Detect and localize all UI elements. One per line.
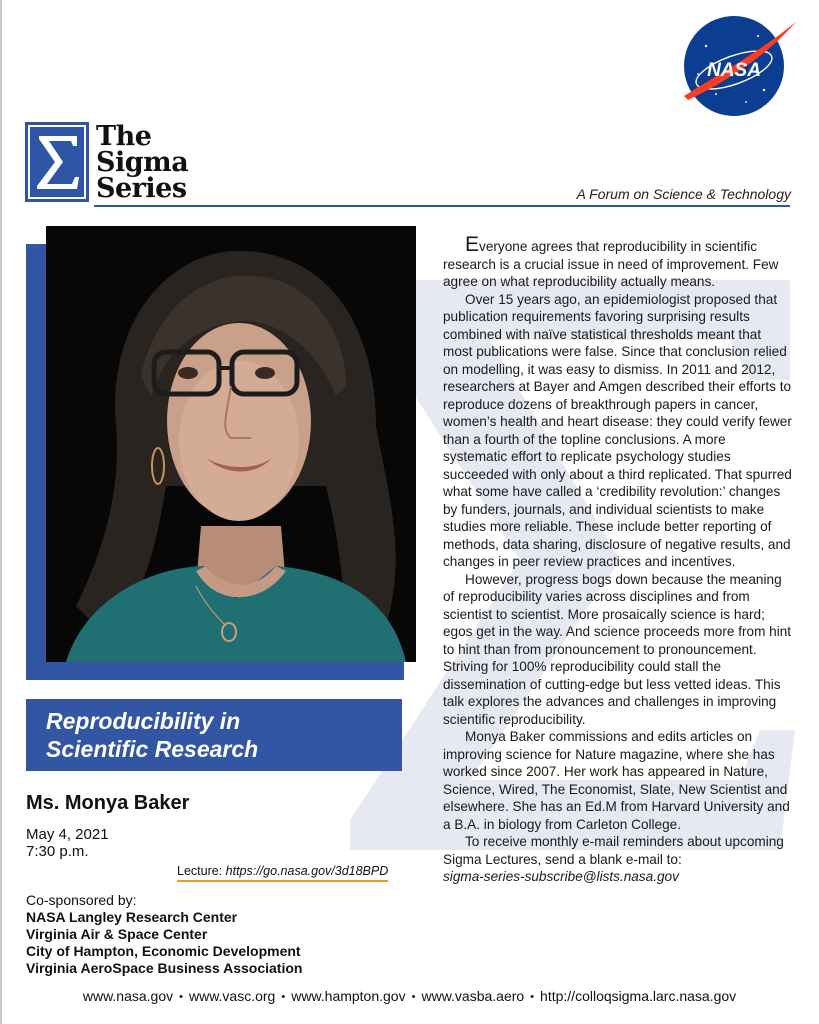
event-time: 7:30 p.m. <box>26 843 89 860</box>
cosponsor-org: Virginia Air & Space Center <box>26 926 208 942</box>
footer-link-nasa[interactable]: www.nasa.gov <box>82 988 174 1004</box>
footer-link-hampton[interactable]: www.hampton.gov <box>291 988 406 1004</box>
footer-separator: • <box>281 991 286 1003</box>
drop-cap: E <box>465 233 480 256</box>
cosponsor-label: Co-sponsored by: <box>26 892 137 908</box>
subscribe-paragraph <box>443 833 793 886</box>
abstract-body <box>443 233 793 886</box>
cosponsor-org: NASA Langley Research Center <box>26 909 238 925</box>
speaker-photo <box>46 226 416 662</box>
tagline: A Forum on Science & Technology <box>576 186 791 202</box>
lecture-title-line: Scientific Research <box>46 736 259 762</box>
footer-separator: • <box>411 991 416 1003</box>
event-date: May 4, 2021 <box>26 826 109 843</box>
sigma-title-line: The <box>96 121 152 152</box>
photo-accent-bottom <box>26 660 404 680</box>
abstract-paragraph: Over 15 years ago, an epidemiologist proposed that publication requirements favoring surprising results combined with naïve statistical thresholds meant that most publications were false. Since that conclusion relied on modelling, it was easy to dismiss. In 2011 and 2012, researchers at Bayer and Amgen described their efforts to reproduce dozens of breakthrough papers in cancer, women’s health and heart disease: they could verify fewer than a fourth of the topline conclusions. A more systematic effort to replicate psychology studies succeeded with only about a third replicated. That spurred what some have called a ‘credibility revolution:’ changes by funders, journals, and individual scientists to make studies more reliable. These include better reporting of methods, data sharing, disclosure of negative results, and changes in peer review practices and incentives. <box>443 291 792 569</box>
sigma-title-line: Series <box>96 173 187 204</box>
lecture-url-link[interactable]: https://go.nasa.gov/3d18BPD <box>225 864 389 878</box>
abstract-paragraph: However, progress bogs down because the meaning of reproducibility varies across disciplines and from scientist to scientist. More prosaically science is hard; egos get in the way. And science proceeds more from hint to hint than from pronouncement to pronouncement. Striving for 100% reproducibility could stall the dissemination of cutting-edge but less vetted ideas. This talk explores the advances and challenges in improving scientific reproducibility. <box>443 571 792 727</box>
speaker-name: Ms. Monya Baker <box>26 792 190 814</box>
speaker-portrait-image <box>46 226 416 662</box>
lecture-label: Lecture: <box>177 864 226 878</box>
event-datetime <box>26 826 109 860</box>
paragraph-text: veryone agrees that reproducibility in scientific research is a crucial issue in need of improvement. Few agree on what reproducibility actually means. <box>443 239 779 289</box>
speaker-bio-paragraph: Monya Baker commissions and edits articles on improving science for Nature magazine, where she has worked since 2007. Her work has appeared in Nature, Science, Wired, The Economist, Slate, New Scientist and elsewhere. She has an Ed.M from Harvard University and a B.A. in biology from Carleton College. <box>443 729 790 832</box>
page-edge <box>0 0 2 1024</box>
footer-link-vasba[interactable]: www.vasba.aero <box>421 988 525 1004</box>
lecture-title <box>46 707 396 763</box>
nasa-logo-text: NASA <box>707 60 761 81</box>
footer-link-colloqsigma[interactable]: http://colloqsigma.larc.nasa.gov <box>540 988 737 1004</box>
cosponsor-org: Virginia AeroSpace Business Association <box>26 960 303 976</box>
footer-separator: • <box>530 991 535 1003</box>
abstract-paragraph <box>443 233 793 291</box>
footer-link-vasc[interactable]: www.vasc.org <box>188 988 276 1004</box>
sigma-symbol-box <box>25 122 89 202</box>
sigma-title-line: Sigma <box>96 147 189 178</box>
header-divider <box>94 205 790 207</box>
sigma-series-title <box>96 121 189 204</box>
lecture-title-line: Reproducibility in <box>46 708 241 734</box>
footer-separator: • <box>179 991 183 1003</box>
cosponsor-block <box>26 892 302 977</box>
footer-links <box>0 988 819 1004</box>
lecture-link-line <box>177 864 388 882</box>
subscribe-email-link[interactable]: sigma-series-subscribe@lists.nasa.gov <box>443 869 679 884</box>
photo-accent-left <box>26 244 48 680</box>
nasa-logo <box>676 14 798 118</box>
cosponsor-org: City of Hampton, Economic Development <box>26 943 301 959</box>
sigma-icon <box>25 122 89 202</box>
subscribe-text: To receive monthly e-mail reminders about upcoming Sigma Lectures, send a blank e-mail to: <box>443 834 784 867</box>
